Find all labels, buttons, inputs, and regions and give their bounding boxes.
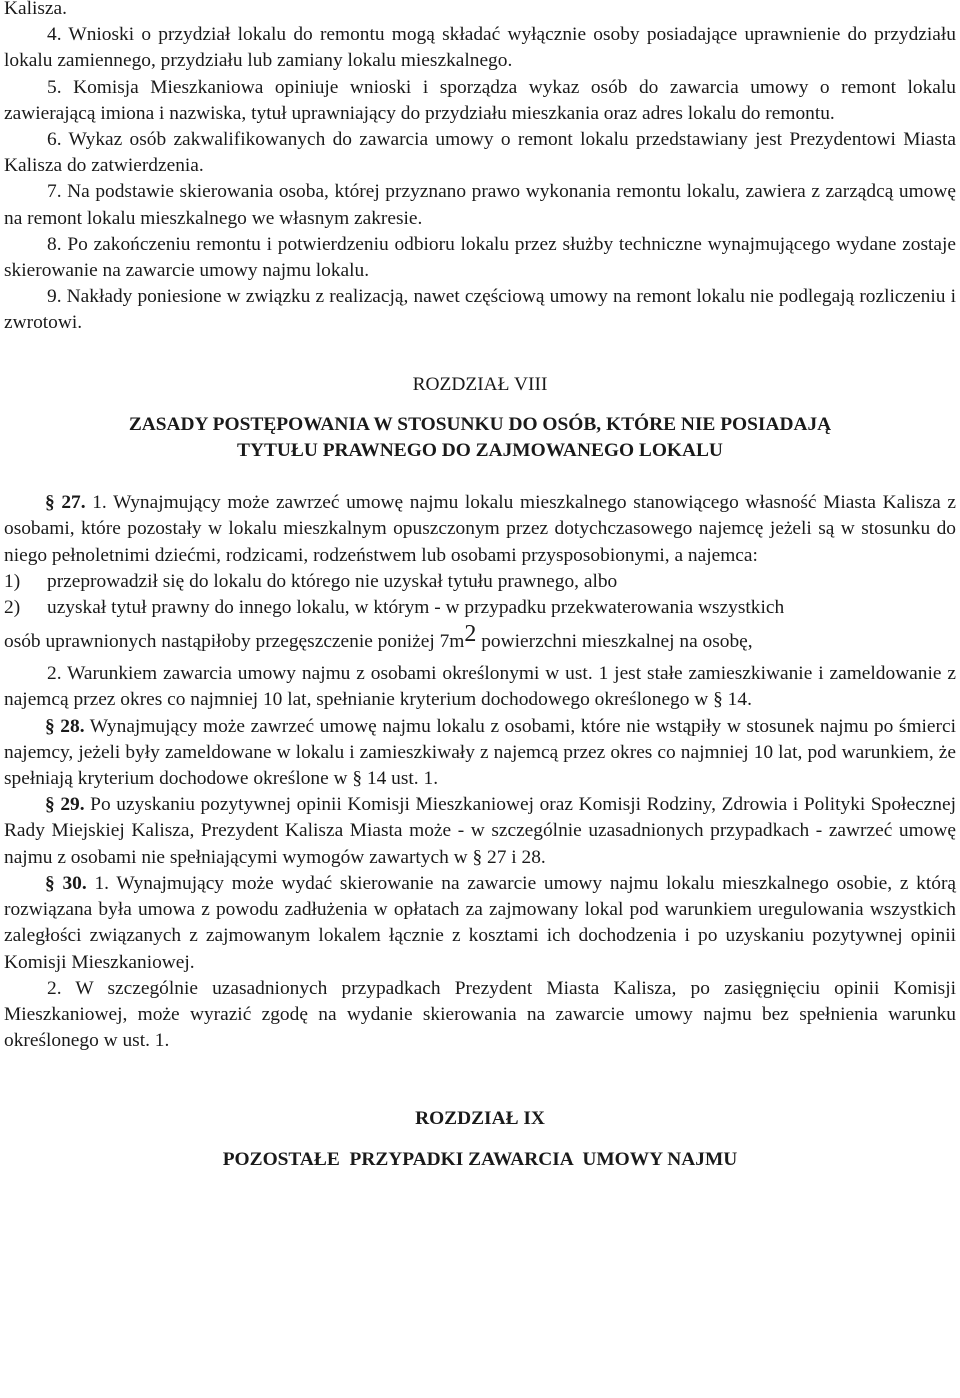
paragraph-text: Warunkiem zawarcia umowy najmu z osobami określonymi w ust. 1 jest stałe zamieszkiwanie i zameldowanie z najemcą przez okres co najmniej 10 lat, spełnianie kryterium dochodowego określonego w § 14. (4, 663, 957, 711)
list-item (4, 127, 956, 179)
section-27-list-item-1 (4, 569, 956, 595)
section-symbol: § (45, 715, 55, 737)
paragraph-text: Wynajmujący może wydać skierowanie na zawarcie umowy najmu lokalu mieszkalnego osobie, z którą rozwiązana była umowa z powodu zadłużenia w opłatach za zajmowany lokal pod warunkiem uregulowania wszystkich zaległości związanych z zajmowanym lokalem łącznie z kosztami ich dochodzenia i po uzyskaniu pozytywnej opinii Komisji Mieszkaniowej. (4, 872, 957, 973)
chapter-9-subtitle: POZOSTAŁE PRZYPADKI ZAWARCIA UMOWY NAJMU (222, 1148, 738, 1170)
section-27-list-item-2 (4, 595, 956, 621)
paragraph-text: Wynajmujący może zawrzeć umowę najmu lokalu mieszkalnego stanowiącego własność Miasta Kalisza z osobami, które pozostały w lokalu mieszkalnym opuszczonym przez dotychczasowego najemcę jeżeli są w stosunku do niego pełnoletnimi dziećmi, rodzicami, rodzeństwem lub osobami przysposobionymi, a najemca: (4, 492, 956, 566)
item-number: 8. (47, 233, 62, 255)
item-text: Wykaz osób zakwalifikowanych do zawarcia umowy o remont lokalu przedstawiany jest Prezydentowi Miasta Kalisza do zatwierdzenia. (4, 129, 957, 177)
paragraph-number: 1. (94, 872, 109, 894)
section-symbol: § (45, 872, 55, 894)
section-symbol: § (45, 492, 55, 514)
section-number: 29. (60, 794, 85, 816)
section-number: 27. (61, 492, 86, 514)
continuation-text-b: powierzchni mieszkalnej na osobę, (476, 631, 753, 653)
list-number: 1) (4, 570, 21, 592)
section-text: Po uzyskaniu pozytywnej opinii Komisji Mieszkaniowej oraz Komisji Rodziny, Zdrowia i Polityki Społecznej Rady Miejskiej Kalisza, Prezydent Kalisza Miasta może - w szczególnie uzasadnionych przypadkach - zawrzeć umowę najmu z osobami nie spełniającymi wymogów zawartych w § 27 i 28. (4, 794, 956, 868)
item-number: 9. (47, 286, 62, 308)
paragraph-number: 2. (47, 663, 62, 685)
paragraph-text: W szczególnie uzasadnionych przypadkach Prezydent Miasta Kalisza, po zasięgnięciu opinii Komisji Mieszkaniowej, może wyrazić zgodę na wydanie skierowania na zawarcie umowy najmu bez spełnienia warunku określonego w ust. 1. (4, 977, 957, 1052)
item-text: Na podstawie skierowania osoba, której przyznano prawo wykonania remontu lokalu, zawiera z zarządcą umowę na remont lokalu mieszkalnego we własnym zakresie. (4, 181, 956, 229)
item-number: 7. (47, 181, 62, 203)
section-symbol: § (45, 794, 55, 816)
list-item (4, 232, 956, 284)
section-text: Wynajmujący może zawrzeć umowę najmu lokalu z osobami, które nie wstąpiły w stosunek najmu po śmierci najemcy, jeżeli były zameldowane w lokalu i zamieszkiwały z najemcą przez okres co najmniej 10 lat, pod warunkiem, że spełniają kryterium dochodowe określone w § 14 ust. 1. (4, 715, 956, 790)
section-number: 30. (62, 872, 87, 894)
chapter-8-subtitle-line-2: TYTUŁU PRAWNEGO DO ZAJMOWANEGO LOKALU (237, 440, 723, 462)
list-text: uzyskał tytuł prawny do innego lokalu, w którym - w przypadku przekwaterowania wszystkich (47, 597, 785, 619)
list-item (4, 75, 956, 127)
section-27-paragraph-2 (4, 661, 956, 713)
item-number: 4. (47, 24, 62, 46)
section-28 (4, 714, 956, 793)
list-number: 2) (4, 597, 21, 619)
section-27-list-item-2-continuation (4, 621, 956, 661)
paragraph-number: 1. (92, 492, 107, 514)
chapter-8-title: ROZDZIAŁ VIII (412, 373, 548, 395)
list-text: przeprowadził się do lokalu do którego nie uzyskał tytułu prawnego, albo (47, 570, 618, 592)
document-page (4, 0, 956, 1173)
item-number: 6. (47, 129, 62, 151)
list-item (4, 284, 956, 336)
item-text: Nakłady poniesione w związku z realizacją, nawet częściową umowy na remont lokalu nie podlegają rozliczeniu i zwrotowi. (4, 286, 956, 334)
paragraph-number: 2. (47, 977, 62, 999)
section-number: 28. (60, 715, 85, 737)
item-text: Po zakończeniu remontu i potwierdzeniu odbioru lokalu przez służby techniczne wynajmującego wydane zostaje skierowanie na zawarcie umowy najmu lokalu. (4, 233, 957, 282)
previous-chapter-items (4, 22, 956, 336)
item-text: Wnioski o przydział lokalu do remontu mogą składać wyłącznie osoby posiadające uprawnienie do przydziału lokalu zamiennego, przydziału lub zamiany lokalu mieszkalnego. (4, 24, 956, 72)
superscript-2: 2 (464, 621, 477, 648)
section-30-paragraph-1 (4, 871, 956, 976)
section-30-paragraph-2 (4, 976, 956, 1055)
top-fragment: Kalisza. (4, 0, 67, 19)
item-text: Komisja Mieszkaniowa opiniuje wnioski i sporządza wykaz osób do zawarcia umowy o remont lokalu zawierającą imiona i nazwiska, tytuł uprawniający do przydziału mieszkania oraz adres lokalu do remontu. (4, 76, 957, 124)
section-29 (4, 792, 956, 871)
item-number: 5. (47, 76, 62, 98)
list-item (4, 22, 956, 74)
chapter-9-title: ROZDZIAŁ IX (415, 1108, 545, 1130)
list-item (4, 179, 956, 231)
chapter-8-subtitle-line-1: ZASADY POSTĘPOWANIA W STOSUNKU DO OSÓB, KTÓRE NIE POSIADAJĄ (128, 413, 832, 435)
section-27-paragraph-1 (4, 490, 956, 569)
continuation-text-a: osób uprawnionych nastąpiłoby przegęszczenie poniżej 7m (4, 631, 465, 653)
